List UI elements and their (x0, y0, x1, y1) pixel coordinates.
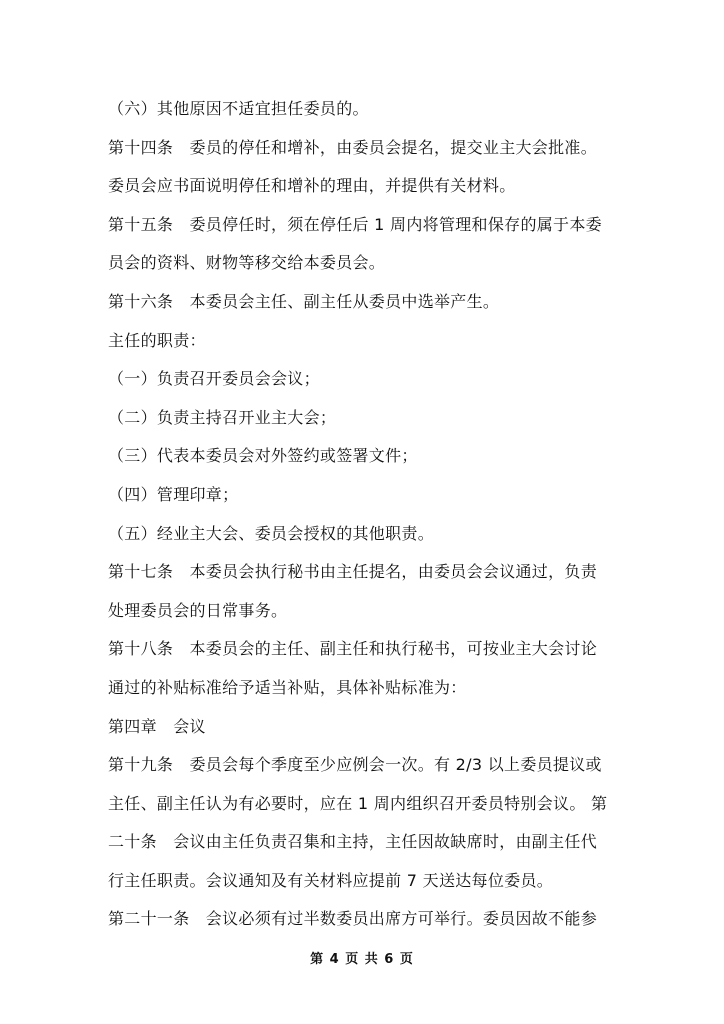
document-body (108, 90, 620, 939)
text-line: （五）经业主大会、委员会授权的其他职责。 (108, 523, 435, 543)
text-line: 员会的资料、财物等移交给本委员会。 (108, 253, 386, 273)
text-line: 处理委员会的日常事务。 (108, 600, 288, 620)
text-line: （三）代表本委员会对外签约或签署文件； (108, 446, 418, 466)
text-line: 通过的补贴标准给予适当补贴，具体补贴标准为： (108, 677, 467, 697)
text-line: 二十条 会议由主任负责召集和主持，主任因故缺席时，由副主任代 (108, 832, 598, 852)
text-line: 第十八条 本委员会的主任、副主任和执行秘书，可按业主大会讨论 (108, 639, 598, 659)
text-line: 第十四条 委员的停任和增补，由委员会提名，提交业主大会批准。 (108, 137, 598, 157)
text-line: 第十六条 本委员会主任、副主任从委员中选举产生。 (108, 291, 500, 311)
text-line: 第十九条 委员会每个季度至少应例会一次。有 2/3 以上委员提议或 (108, 755, 602, 775)
text-line: 主任的职责： (108, 330, 206, 350)
text-line: （四）管理印章； (108, 484, 239, 504)
text-line: 第十五条 委员停任时，须在停任后 1 周内将管理和保存的属于本委 (108, 214, 602, 234)
text-line: 第二十一条 会议必须有过半数委员出席方可举行。委员因故不能参 (108, 909, 598, 929)
text-line: 第十七条 本委员会执行秘书由主任提名，由委员会会议通过，负责 (108, 562, 598, 582)
text-line: （一）负责召开委员会会议； (108, 369, 320, 389)
text-line: （六）其他原因不适宜担任委员的。 (108, 99, 369, 118)
page-number-footer: 第 4 页 共 6 页 (310, 952, 414, 967)
text-line: 委员会应书面说明停任和增补的理由，并提供有关材料。 (108, 176, 516, 196)
text-line: 行主任职责。会议通知及有关材料应提前 7 天送达每位委员。 (108, 870, 554, 890)
text-line: 主任、副主任认为有必要时，应在 1 周内组织召开委员特别会议。 第 (108, 793, 608, 813)
text-line: （二）负责主持召开业主大会； (108, 407, 337, 427)
chapter-heading: 第四章 会议 (108, 716, 206, 736)
